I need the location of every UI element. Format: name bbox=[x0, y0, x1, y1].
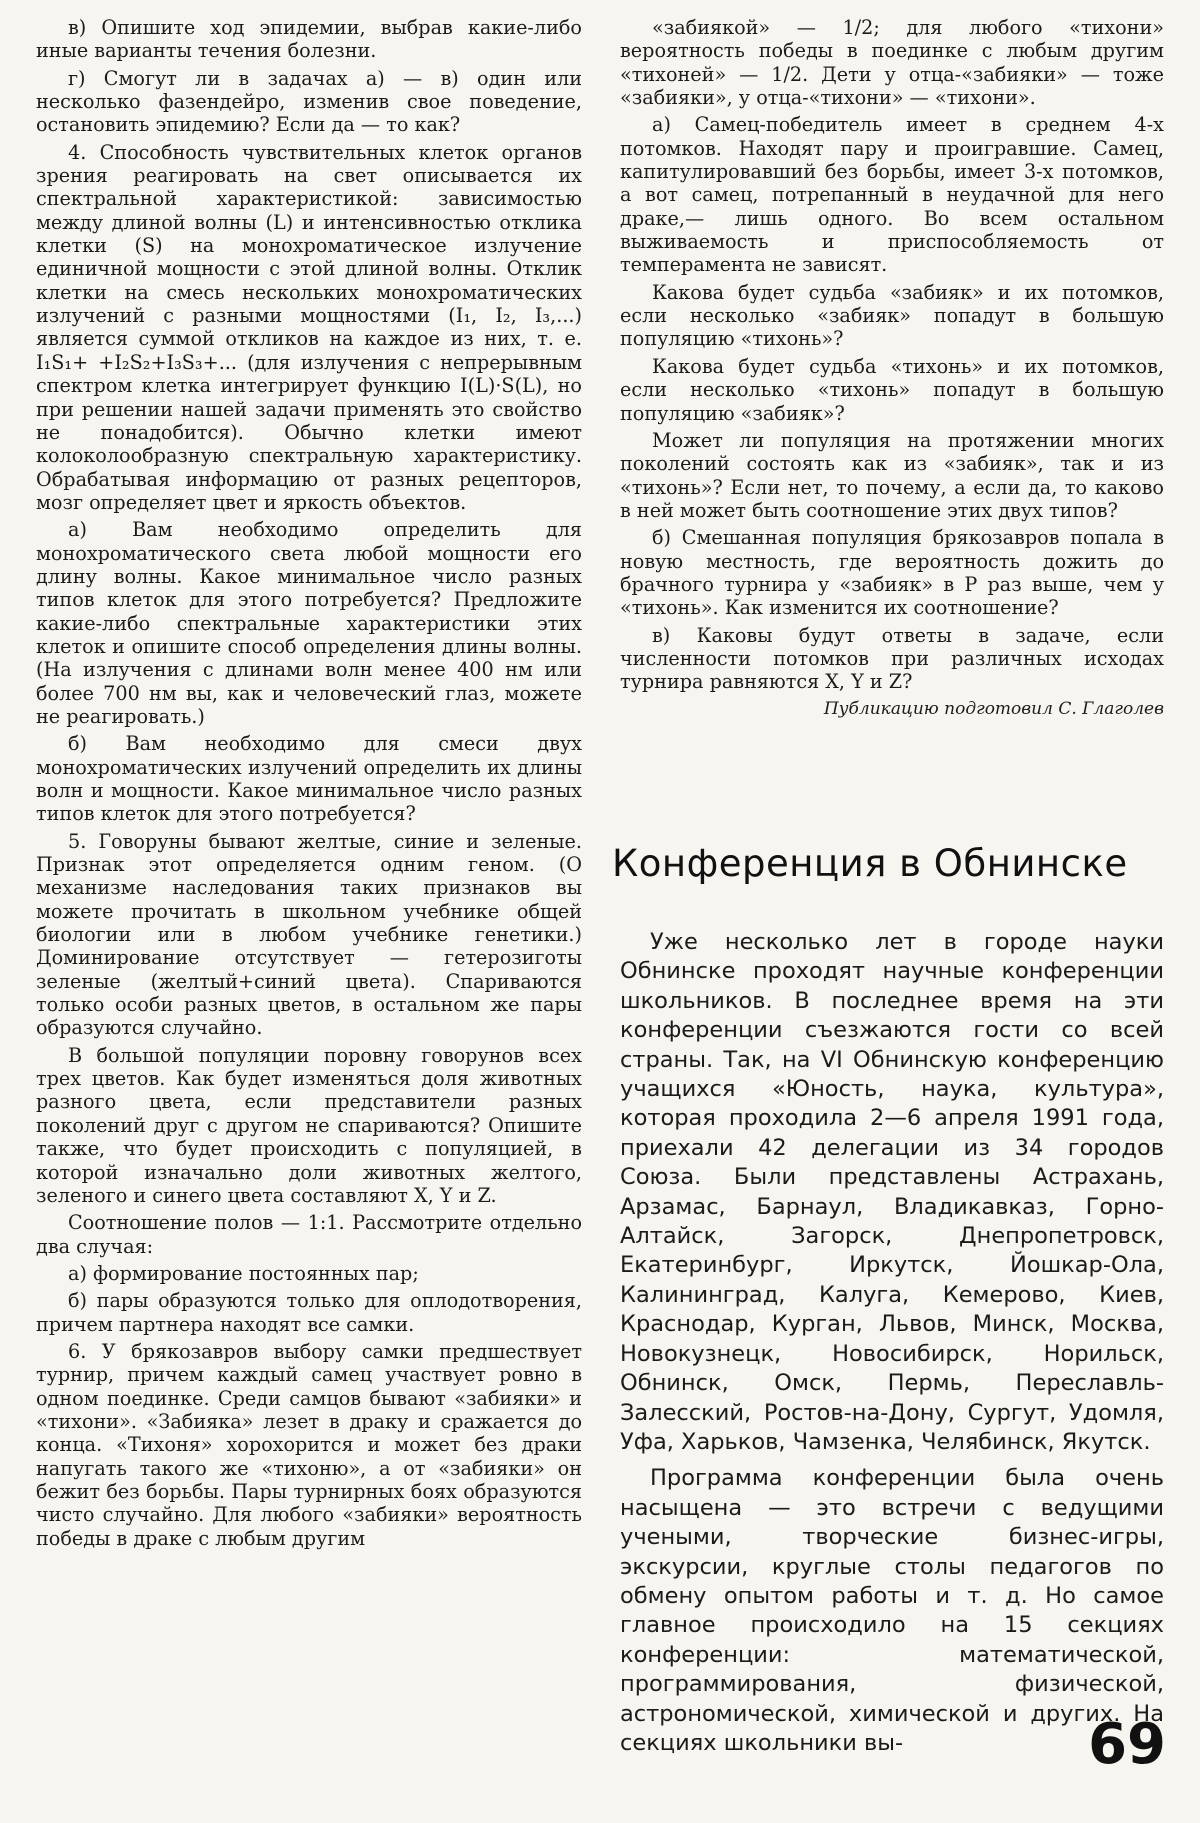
problem-6-question-3: Может ли популяция на протяжении многих поколений состоять как из «забияк», так и из «тихонь»? Если нет, то почему, а если да, то каково в ней может быть соотношение этих двух типов? bbox=[620, 428, 1164, 522]
left-column bbox=[36, 16, 582, 1554]
problem-4a: а) Вам необходимо определить для монохроматического света любой мощности его длину волны. Какое минимальное число разных типов клеток для этого потребуется? Предложите какие-либо спектральные характеристики этих клеток и опишите способ определения длины волны. (На излучения с длинами волн менее 400 нм или более 700 нм вы, как и человеческий глаз, можете не реагировать.) bbox=[36, 518, 582, 728]
problem-5b: б) пары образуются только для оплодотворения, причем партнера находят все самки. bbox=[36, 1289, 582, 1336]
problem-5a: а) формирование постоянных пар; bbox=[68, 1261, 419, 1285]
page-number: 69 bbox=[1088, 1712, 1166, 1777]
paragraph-3g: г) Смогут ли в задачах а) — в) один или несколько фазендейро, изменив свое поведение, остановить эпидемию? Если да — то как? bbox=[36, 66, 582, 137]
problem-6a: а) Самец-победитель имеет в среднем 4-х потомков. Находят пару и проигравшие. Самец, капитулировавший без борьбы, имеет 3-х потомков, а вот самец, потрепанный в неудачной для него драке,— лишь одного. Во всем остальном выживаемость и приспособляемость от темперамента не зависят. bbox=[620, 113, 1164, 277]
article-paragraph-2: Программа конференции была очень насыщена — это встречи с ведущими учеными, творческие бизнес-игры, экскурсии, круглые столы педагогов по обмену опытом работы и т. д. Но самое главное происходило на 15 секциях конференции: математической, программирования, физической, астрономической, химической и других. На секциях школьники вы- bbox=[620, 1465, 1164, 1756]
article-paragraph-1: Уже несколько лет в городе науки Обнинске проходят научные конференции школьников. В последнее время на эти конференции съезжаются гости со всей страны. Так, на VI Обнинскую конференцию учащихся «Юность, наука, культура», которая проходила 2—6 апреля 1991 года, приехали 42 делегации из 34 городов Союза. Были представлены Астрахань, Арзамас, Барнаул, Владикавказ, Горно-Алтайск, Загорск, Днепропетровск, Екатеринбург, Иркутск, Йошкар-Ола, Калининград, Калуга, Кемерово, Киев, Краснодар, Курган, Львов, Минск, Москва, Новокузнецк, Новосибирск, Норильск, Обнинск, Омск, Пермь, Переславль-Залесский, Ростов-на-Дону, Сургут, Удомля, Уфа, Харьков, Чамзенка, Челябинск, Якутск. bbox=[620, 929, 1164, 1455]
publication-credit: Публикацию подготовил С. Глаголев bbox=[823, 698, 1164, 719]
problem-5: 5. Говоруны бывают желтые, синие и зеленые. Признак этот определяется одним геном. (О механизме наследования таких признаков вы можете прочитать в школьном учебнике общей биологии или в любом учебнике генетики.) Доминирование отсутствует — гетерозиготы зеленые (желтый+синий цвета). Спариваются только особи разных цветов, в остальном же пары образуются случайно. bbox=[36, 829, 582, 1040]
article-title: Конференция в Обнинске bbox=[612, 842, 1128, 885]
problem-5-sex-ratio: Соотношение полов — 1:1. Рассмотрите отдельно два случая: bbox=[36, 1211, 582, 1258]
problem-6-question-1: Какова будет судьба «забияк» и их потомков, если несколько «забияк» попадут в большую популяцию «тихонь»? bbox=[620, 280, 1164, 351]
problem-6-continued: «забиякой» — 1/2; для любого «тихони» вероятность победы в поединке с любым другим «тихоней» — 1/2. Дети у отца-«забияки» — тоже «забияки», у отца-«тихони» — «тихони». bbox=[620, 16, 1164, 110]
problem-6b: б) Смешанная популяция брякозавров попала в новую местность, где вероятность дожить до брачного турнира у «забияк» в P раз выше, чем у «тихонь». Как изменится их соотношение? bbox=[620, 526, 1164, 620]
right-column-problems bbox=[620, 16, 1164, 725]
paragraph-3v: в) Опишите ход эпидемии, выбрав какие-либо иные варианты течения болезни. bbox=[36, 16, 582, 63]
problem-6: 6. У брякозавров выбору самки предшествует турнир, причем каждый самец участвует ровно в одном поединке. Среди самцов бывают «забияки» и «тихони». «Забияка» лезет в драку и сражается до конца. «Тихоня» хорохорится и может без драки напугать такого же «тихоню», а от «забияки» он бежит без борьбы. Пары турнирных боях образуются чисто случайно. Для любого «забияки» вероятность победы в драке с любым другим bbox=[36, 1339, 582, 1550]
problem-6-question-2: Какова будет судьба «тихонь» и их потомков, если несколько «тихонь» попадут в большую популяцию «забияк»? bbox=[620, 354, 1164, 425]
problem-5-population: В большой популяции поровну говорунов всех трех цветов. Как будет изменяться доля животных разного цвета, если представители разных поколений друг с другом не спариваются? Опишите также, что будет происходить с популяцией, в которой изначально доли животных желтого, зеленого и синего цвета составляют X, Y и Z. bbox=[36, 1043, 582, 1207]
problem-4: 4. Способность чувствительных клеток органов зрения реагировать на свет описывается их спектральной характеристикой: зависимостью между длиной волны (L) и интенсивностью отклика клетки (S) на монохроматическое излучение единичной мощности с этой длиной волны. Отклик клетки на смесь нескольких монохроматических излучений с разными мощностями (I₁, I₂, I₃,...) является суммой откликов на каждое из них, т. е. I₁S₁+ +I₂S₂+I₃S₃+... (для излучения с непрерывным спектром клетка интегрирует функцию I(L)·S(L), но при решении нашей задачи применять это свойство не понадобится). Обычно клетки имеют колоколообразную спектральную характеристику. Обрабатывая информацию от разных рецепторов, мозг определяет цвет и яркость объектов. bbox=[36, 140, 582, 514]
problem-4b: б) Вам необходимо для смеси двух монохроматических излучений определить их длины волн и мощности. Какое минимальное число разных типов клеток для этого потребуется? bbox=[36, 732, 582, 826]
article-body bbox=[620, 928, 1164, 1765]
problem-6v: в) Каковы будут ответы в задаче, если численности потомков при различных исходах турнира равняются X, Y и Z? bbox=[620, 623, 1164, 694]
